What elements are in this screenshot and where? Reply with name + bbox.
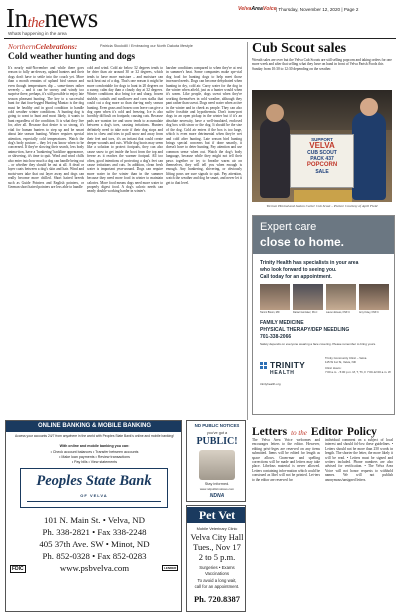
fdic-badge: FDIC: [12, 566, 24, 572]
bank-phone-2: Ph. 852-0328 • Fax 852-0283: [42, 551, 147, 561]
bank-logo: Peoples State Bank OF VELVA: [20, 468, 168, 508]
cubscout-headline: Cub Scout sales: [252, 41, 347, 56]
bank-ad: [5, 420, 182, 612]
clinic-info: Trinity Community Clinic – Velva 115 W 1st St, Velva, ND Clinic Hours: 7:00 a.m. - 5:00 p.m. M, T, Th, F 7:00-12:00 a.m. W: [325, 356, 391, 374]
doctor-name-2: Daniel Gonzalez, PA-C: [293, 311, 318, 314]
letters-col-2: individual comment on a subject of local interest and should fol-low these guidelines. • Letters should not be more than 250 words in length. The shorter the letter, the more likely it will be read. • Letters must be signed and writers included. Phone numbers are also advised for verification. • The Velva Area Voice will not honor requests to withhold names. We will not publish anonymous/unsigned letters.: [325, 438, 393, 482]
article-col-3: harsher conditions compared to when they're at rest in summer's heat. Some companies make spe-cial dog food for hunting dogs to help meet those increased needs. Dogs can become dehydrated when hunting in dry, cold air. Carry water for the dog in the winter when afield, just as a hunter would when it's warm. Like people, dogs sweat when they're working themselves in cold weather, although they pant rather than sweat. Dogs need water when active in the winter and in cheek as people. They can also suffer frostbite and hypothermia. Don't trans-port dogs in an open pickup in the winter but if it's an absolute necessity, have a well-insulated, enclosed dog box with straw or the dog. It should be the size of the dog. Cold air enters if the box is too large, which is even more detrimental when they're wet and cold after hunting. Late season bird hunting brings special concerns but if done smartly, it doesn't have to deter hunting. Pay attention and use common sense when out. Watch the dog's body language, because while they might not tell their paws together or try to breathe warm air on themselves, they will tell you when enough is enough. Any hunkering, shivering, or obviously lifting paws are sure signals to quit. Pay attention, watch the weather and dog be smart, and never let it get to that level.: [166, 66, 242, 185]
trinity-logo: TRINITY HEALTH trinityhealth.org: [260, 360, 306, 386]
cubscout-photo: [252, 90, 392, 202]
letters-col-1: The Velva Area Voice welcomes and encourages letters to the editor. However, editing privi-leges are reserved on any items submitted. Items will be edited for length as space allows. Gram-mar and spelling corrections will be made and letters may take place. Libelous material is never allowed. Letters containing infor-mation which could be construed as libel will not be printed. Let-ters to the editor are reserved for: [252, 438, 320, 482]
popcorn-sign: SUPPORT VELVA CUB SCOUT PACK 437 POPCORN SALE: [290, 134, 354, 188]
doctor-photo-1: [260, 284, 290, 310]
trinity-note: Safety depends on everyone wearing a face covering. Please remember to bring yours.: [260, 342, 376, 346]
doctor-photo-3: [326, 284, 356, 310]
masthead-news: news: [44, 3, 98, 33]
masthead-in: In: [6, 3, 28, 33]
ndpublic-image: [199, 450, 235, 480]
article-headline: Cold weather hunting and dogs: [8, 52, 136, 62]
doctor-name-4: Amy Koley, FNP-C: [359, 311, 379, 314]
bank-addr-1: 101 N. Main St. • Velva, ND: [44, 515, 145, 525]
article-col-2: cold and wind. Cold air below 32 degrees tends to be drier than air around 30 or 32 degrees, which tends to have more moisture – and moisture can suck heat out of a dog. That's one reason it might be more comfortable for dogs to hunt in 20 degrees on a sunny, calm day than a cloudy day at 32 degrees. Winter conditions also bring ice and sharp, frozen stubble, cattails and sunflower and corn stalks that could cut a dog more so than dur-ing early season hunting. Even grass and frozen corn leave can give a dog open when it's cold and freezing. Ice is also horribly difficult on footpads; causing cuts. Because pads are wanton ice and snow tends to accumulate between a dog's toes, causing irritations. Hunters definitely need to take note if their dog stops and tries to chew and tries to pull snow and away from their feet and toes, it's an irritant that could create deeper wounds and cuts. While dog boots may seem like a solution to protect footpads, they can also cause snow to get inside the boot from the top and freeze as it reaches the warmer footpad. All too often, good intentions of protecting a dog's feet can cause irritations and cuts. In addition, clean fresh water is important year-around. Dogs can require more water in the winter than in the summer because they need more food in winter to maintain calories. More food means dogs need more water to properly digest food. A dog's caloric needs can nearly double working harder in winter's: [87, 66, 163, 194]
doctor-name-3: Lauren Elness, FNP-C: [326, 311, 350, 314]
trinity-ad: Expert care close to home. Trinity Health has specialists in your area who look forward to seeing you. Call today for an appointment. Tammi Bloom, MD Daniel Gonzalez, PA-C Lauren Elness, FNP-C Amy Koley, FNP-C FAMILY MEDICINE PHYSICAL THERAPY/DEP NEEDLING 701-338-2066 Safety depends on everyone wearing a face covering. Please remember to bring yours. TRINITY HEALTH trinityhealth.org Trinity Community Clinic – Velva 115 W 1st St, Velva, ND Clinic Hours: 7:00 a.m. - 5:00 p.m. M, T, Th, F 7:00-12:00 a.m. W: [252, 215, 395, 415]
doctor-photo-4: [359, 284, 389, 310]
bank-bullet-3: • Pay bills • View statements: [71, 459, 118, 464]
paper-name: VelvaAreaVoice: [238, 6, 277, 12]
lender-badge: LENDER: [164, 566, 177, 570]
bank-phone-1: Ph. 338-2821 • Fax 338-2248: [42, 527, 147, 537]
trinity-banner: Expert care close to home.: [253, 216, 395, 254]
trinity-section-title-2: PHYSICAL THERAPY/DEP NEEDLING: [260, 327, 350, 333]
bank-sub: With online and mobile banking you can:: [59, 444, 130, 448]
bank-bullet-2: • Make loan payments • Review transactions: [59, 454, 130, 459]
trinity-section-title-1: FAMILY MEDICINE: [260, 320, 304, 326]
doctor-photo-2: [293, 284, 323, 310]
bank-web[interactable]: www.psbvelva.com: [59, 563, 130, 573]
ndpublic-ad: ND PUBLIC NOTICES you've got a PUBLIC! Stay informed. www.ndpublicnotices.com NDNA: [186, 420, 246, 502]
trinity-web[interactable]: trinityhealth.org: [260, 382, 281, 386]
petvet-ad: Pet Vet Mobile Veterinary Clinic Velva City Hall Tues., Nov 17 2 to 5 p.m. Surgeries • Exams Vaccinations To avoid a long wait, call for an appointment. Ph. 720.8387: [186, 505, 246, 612]
celebrations-label: NorthernCelebrations:: [8, 42, 78, 51]
cubscout-body: Wreath sales are over but the Velva Cub Scouts are still selling popcorn and taking orders for one more week and after that selling what they have on hand in front of Velva Parish Foods this Sunday from 10:30 to 12:30 depending on the weather.: [252, 58, 392, 71]
masthead-tagline: Whats happening in the area: [8, 31, 67, 36]
masthead-the: the: [27, 15, 45, 31]
celebrations-byline: Patricia Stockdill / Embracing our North Dakota lifestyle: [100, 44, 193, 48]
letters-headline: Letters to the Editor Policy: [252, 426, 377, 438]
bank-intro: Access your accounts 24/7 from anywhere in the world with Peoples State Bank's online and mobile banking!: [15, 434, 174, 438]
doctor-photos: [260, 284, 390, 314]
doctor-name-1: Tammi Bloom, MD: [260, 311, 280, 314]
trinity-phone: 701-338-2066: [260, 334, 292, 340]
issue-line: | Thursday, November 12, 2020 | Page 2: [276, 6, 359, 12]
bank-bullet-1: • Check account balances • Transfer between accounts: [50, 449, 139, 454]
bank-banner: ONLINE BANKING & MOBILE BANKING: [6, 421, 182, 432]
article-col-1: It's nearly mid-November and while there goes reason to fully un-derway, upland hunters and their dogs don't have to settle into the couch yet. More than a month remains of upland bird season and even though temperatures dip – some-times rather severely – and it can be snowy and windy too surprise there, perhaps, it's still possible to enjoy late season pheasant hunting. The key to a successful hunt for that four-legged Hunting Maniac is the dog must be healthy and in good condition to handle cold weather winter conditions. A hunting dog is going to want to hunt and most likely, it wants to hunt regardless of the condition. It is what they live for, after all. Because that desire is so strong, it's vital for human hunters to step up and be smart about late season hunting. Winter requires special attention, especially cold temperatures. Watch the dog's body posture – they let you know when to be concerned. If they're slowing their search, less body anima-tion, have a 'hunkering' backline appearance, or shivering, it's time to quit. Wind and wind chills also enter into how much a dog can handle being out – or whether they should be out at all. A dead or layer coats between a dog's skin and hair. Wind and moist-ures take that out layer away and dogs can really become more chilled. Short haired breeds such as Guide Pointers and English pointers, or German short haired pointers are less able to handle: [8, 66, 84, 189]
bank-addr-2: 405 37th Ave. SW • Minot, ND: [39, 539, 150, 549]
cubscout-caption: Tiernen Hovind and Jaxton Carter Cub Scout – Picture Courtesy of April Field: [266, 204, 378, 208]
